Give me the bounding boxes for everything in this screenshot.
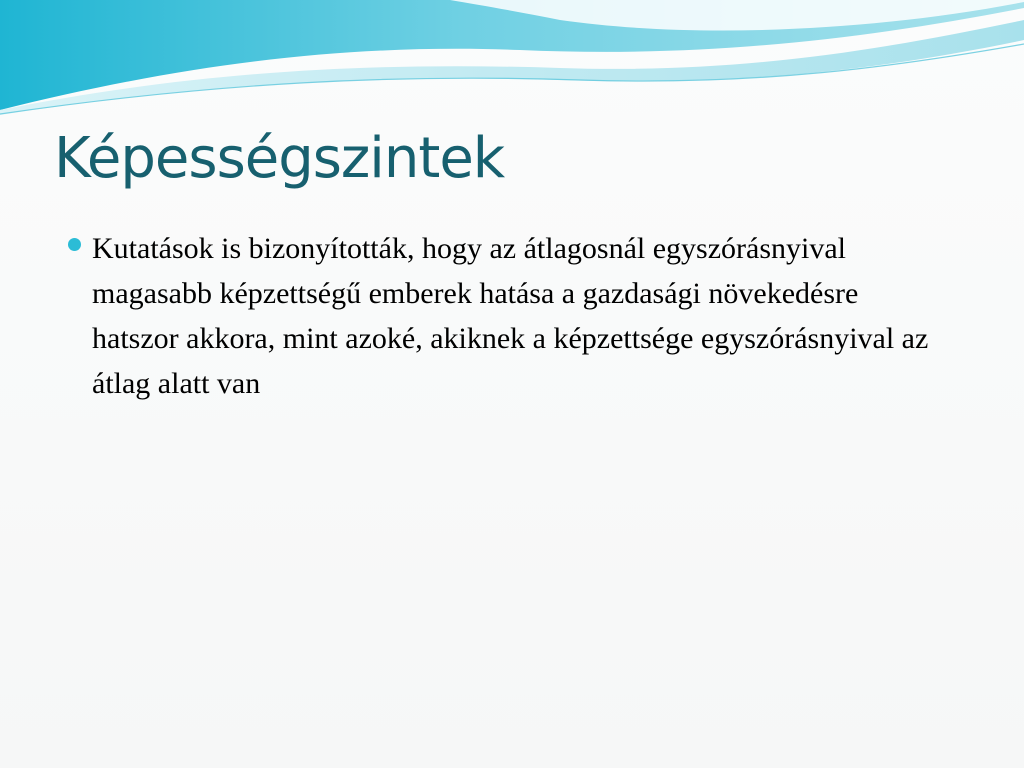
header-wave-decoration xyxy=(0,0,1024,120)
bullet-dot-icon xyxy=(68,238,81,251)
bullet-list xyxy=(66,226,946,406)
slide-title: Képességszintek xyxy=(54,126,505,191)
bullet-text: Kutatások is bizonyították, hogy az átlagosnál egyszórásnyival magasabb képzettségű emberek hatása a gazdasági növekedésre hatszor akkora, mint azoké, akiknek a képzettsége egyszórásnyival az átlag alatt van xyxy=(92,232,929,400)
bullet-item xyxy=(66,226,946,406)
